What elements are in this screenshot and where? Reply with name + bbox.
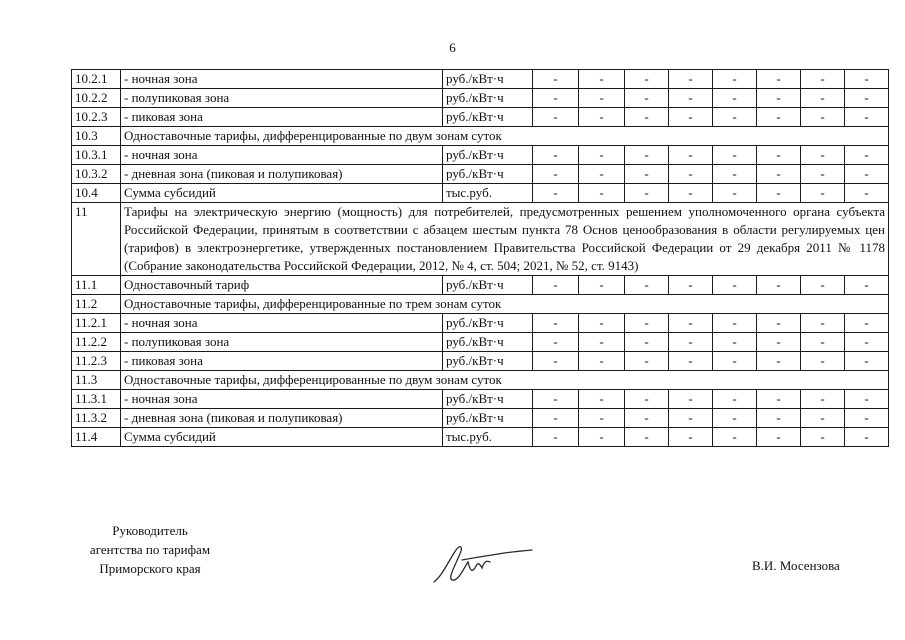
row-number: 10.2.1	[72, 70, 121, 89]
value-cell: -	[533, 409, 579, 428]
table-row	[72, 276, 889, 295]
row-unit: руб./кВт·ч	[443, 352, 533, 371]
row-name: - пиковая зона	[121, 352, 443, 371]
row-unit: руб./кВт·ч	[443, 276, 533, 295]
value-cell: -	[757, 276, 801, 295]
signature-block	[80, 521, 220, 578]
value-cell: -	[533, 89, 579, 108]
signer-position-line3: Приморского края	[99, 561, 201, 576]
value-cell: -	[625, 70, 669, 89]
row-unit: руб./кВт·ч	[443, 390, 533, 409]
value-cell: -	[757, 333, 801, 352]
value-cell: -	[757, 314, 801, 333]
value-cell: -	[801, 184, 845, 203]
value-cell: -	[713, 352, 757, 371]
row-unit: руб./кВт·ч	[443, 146, 533, 165]
row-unit: руб./кВт·ч	[443, 165, 533, 184]
table-row	[72, 127, 889, 146]
value-cell: -	[579, 409, 625, 428]
value-cell: -	[579, 390, 625, 409]
table-row	[72, 428, 889, 447]
value-cell: -	[757, 70, 801, 89]
value-cell: -	[757, 409, 801, 428]
value-cell: -	[713, 184, 757, 203]
value-cell: -	[845, 165, 889, 184]
value-cell: -	[579, 108, 625, 127]
value-cell: -	[845, 184, 889, 203]
value-cell: -	[669, 184, 713, 203]
row-number: 11.2.1	[72, 314, 121, 333]
value-cell: -	[533, 428, 579, 447]
table-row	[72, 184, 889, 203]
row-unit: руб./кВт·ч	[443, 314, 533, 333]
value-cell: -	[533, 333, 579, 352]
value-cell: -	[801, 165, 845, 184]
value-cell: -	[757, 428, 801, 447]
tariff-table	[71, 69, 889, 447]
value-cell: -	[533, 108, 579, 127]
row-unit: тыс.руб.	[443, 184, 533, 203]
value-cell: -	[579, 89, 625, 108]
value-cell: -	[625, 352, 669, 371]
value-cell: -	[845, 314, 889, 333]
row-number: 11.1	[72, 276, 121, 295]
value-cell: -	[533, 146, 579, 165]
row-number: 10.2.3	[72, 108, 121, 127]
value-cell: -	[625, 165, 669, 184]
value-cell: -	[845, 89, 889, 108]
value-cell: -	[801, 276, 845, 295]
value-cell: -	[845, 70, 889, 89]
value-cell: -	[801, 89, 845, 108]
signer-position-line2: агентства по тарифам	[89, 542, 211, 557]
value-cell: -	[533, 352, 579, 371]
value-cell: -	[845, 409, 889, 428]
value-cell: -	[625, 184, 669, 203]
row-name: - ночная зона	[121, 314, 443, 333]
row-unit: руб./кВт·ч	[443, 108, 533, 127]
value-cell: -	[713, 314, 757, 333]
value-cell: -	[669, 165, 713, 184]
value-cell: -	[579, 184, 625, 203]
value-cell: -	[801, 70, 845, 89]
row-number: 11.2.2	[72, 333, 121, 352]
row-number: 11.2.3	[72, 352, 121, 371]
value-cell: -	[757, 184, 801, 203]
value-cell: -	[713, 146, 757, 165]
value-cell: -	[757, 108, 801, 127]
value-cell: -	[669, 108, 713, 127]
value-cell: -	[579, 276, 625, 295]
value-cell: -	[713, 409, 757, 428]
row-name: - пиковая зона	[121, 108, 443, 127]
table-row	[72, 70, 889, 89]
value-cell: -	[713, 165, 757, 184]
value-cell: -	[845, 390, 889, 409]
value-cell: -	[625, 390, 669, 409]
value-cell: -	[533, 70, 579, 89]
value-cell: -	[669, 314, 713, 333]
value-cell: -	[845, 333, 889, 352]
row-name: - ночная зона	[121, 390, 443, 409]
value-cell: -	[757, 390, 801, 409]
table-row	[72, 352, 889, 371]
value-cell: -	[669, 352, 713, 371]
page-number: 6	[449, 40, 456, 55]
table-row	[72, 203, 889, 276]
value-cell: -	[801, 352, 845, 371]
row-unit: тыс.руб.	[443, 428, 533, 447]
value-cell: -	[669, 428, 713, 447]
value-cell: -	[801, 390, 845, 409]
table-row	[72, 409, 889, 428]
value-cell: -	[579, 70, 625, 89]
row-name: Одноставочные тарифы, дифференцированные по трем зонам суток	[121, 295, 889, 314]
row-name: Тарифы на электрическую энергию (мощность) для потребителей, предусмотренных решением уполномоченного органа субъекта Российской Федерации, принятым в соответствии с абзацем шестым пункта 78 Основ ценообразования в области регулируемых цен (тарифов) в электроэнергетике, утвержденных постановлением Правительства Российской Федерации от 29 декабря 2011 № 1178 (Собрание законодательства Российской Федерации, 2012, № 4, ст. 504; 2021, № 52, ст. 9143)	[121, 203, 889, 276]
table-row	[72, 390, 889, 409]
value-cell: -	[669, 409, 713, 428]
row-name: - дневная зона (пиковая и полупиковая)	[121, 409, 443, 428]
value-cell: -	[669, 276, 713, 295]
value-cell: -	[669, 146, 713, 165]
row-number: 11.2	[72, 295, 121, 314]
signer-name: В.И. Мосензова	[752, 558, 840, 573]
value-cell: -	[533, 184, 579, 203]
value-cell: -	[713, 70, 757, 89]
table-row	[72, 333, 889, 352]
table-row	[72, 89, 889, 108]
row-number: 11	[72, 203, 121, 276]
value-cell: -	[801, 428, 845, 447]
value-cell: -	[533, 314, 579, 333]
row-name: Одноставочные тарифы, дифференцированные по двум зонам суток	[121, 371, 889, 390]
value-cell: -	[625, 333, 669, 352]
value-cell: -	[757, 89, 801, 108]
value-cell: -	[625, 409, 669, 428]
table-row	[72, 146, 889, 165]
row-number: 11.3	[72, 371, 121, 390]
row-name: - ночная зона	[121, 146, 443, 165]
value-cell: -	[801, 409, 845, 428]
table-row	[72, 108, 889, 127]
signer-position-line1: Руководитель	[112, 523, 188, 538]
row-unit: руб./кВт·ч	[443, 333, 533, 352]
row-name: Одноставочные тарифы, дифференцированные по двум зонам суток	[121, 127, 889, 146]
row-number: 11.4	[72, 428, 121, 447]
row-name: - полупиковая зона	[121, 89, 443, 108]
handwritten-signature	[428, 540, 538, 586]
value-cell: -	[757, 352, 801, 371]
row-number: 10.3.1	[72, 146, 121, 165]
value-cell: -	[579, 165, 625, 184]
row-number: 11.3.2	[72, 409, 121, 428]
value-cell: -	[713, 108, 757, 127]
value-cell: -	[625, 314, 669, 333]
value-cell: -	[669, 333, 713, 352]
value-cell: -	[713, 89, 757, 108]
table-row	[72, 295, 889, 314]
row-unit: руб./кВт·ч	[443, 409, 533, 428]
table-row	[72, 314, 889, 333]
value-cell: -	[533, 276, 579, 295]
row-name: Сумма субсидий	[121, 184, 443, 203]
value-cell: -	[579, 428, 625, 447]
row-unit: руб./кВт·ч	[443, 70, 533, 89]
value-cell: -	[625, 428, 669, 447]
table-row	[72, 165, 889, 184]
value-cell: -	[713, 333, 757, 352]
row-number: 10.4	[72, 184, 121, 203]
value-cell: -	[713, 390, 757, 409]
table-row	[72, 371, 889, 390]
row-name: Сумма субсидий	[121, 428, 443, 447]
value-cell: -	[845, 146, 889, 165]
value-cell: -	[579, 146, 625, 165]
value-cell: -	[713, 428, 757, 447]
row-unit: руб./кВт·ч	[443, 89, 533, 108]
value-cell: -	[533, 165, 579, 184]
value-cell: -	[845, 108, 889, 127]
value-cell: -	[625, 89, 669, 108]
value-cell: -	[579, 314, 625, 333]
value-cell: -	[669, 70, 713, 89]
value-cell: -	[625, 146, 669, 165]
value-cell: -	[801, 108, 845, 127]
row-number: 11.3.1	[72, 390, 121, 409]
value-cell: -	[801, 146, 845, 165]
value-cell: -	[845, 352, 889, 371]
value-cell: -	[579, 333, 625, 352]
value-cell: -	[757, 146, 801, 165]
row-number: 10.3	[72, 127, 121, 146]
value-cell: -	[579, 352, 625, 371]
row-name: - ночная зона	[121, 70, 443, 89]
value-cell: -	[533, 390, 579, 409]
row-number: 10.2.2	[72, 89, 121, 108]
row-name: - полупиковая зона	[121, 333, 443, 352]
row-name: - дневная зона (пиковая и полупиковая)	[121, 165, 443, 184]
value-cell: -	[713, 276, 757, 295]
value-cell: -	[845, 276, 889, 295]
value-cell: -	[757, 165, 801, 184]
row-name: Одноставочный тариф	[121, 276, 443, 295]
value-cell: -	[625, 276, 669, 295]
value-cell: -	[669, 390, 713, 409]
value-cell: -	[845, 428, 889, 447]
row-number: 10.3.2	[72, 165, 121, 184]
value-cell: -	[625, 108, 669, 127]
value-cell: -	[669, 89, 713, 108]
value-cell: -	[801, 314, 845, 333]
value-cell: -	[801, 333, 845, 352]
